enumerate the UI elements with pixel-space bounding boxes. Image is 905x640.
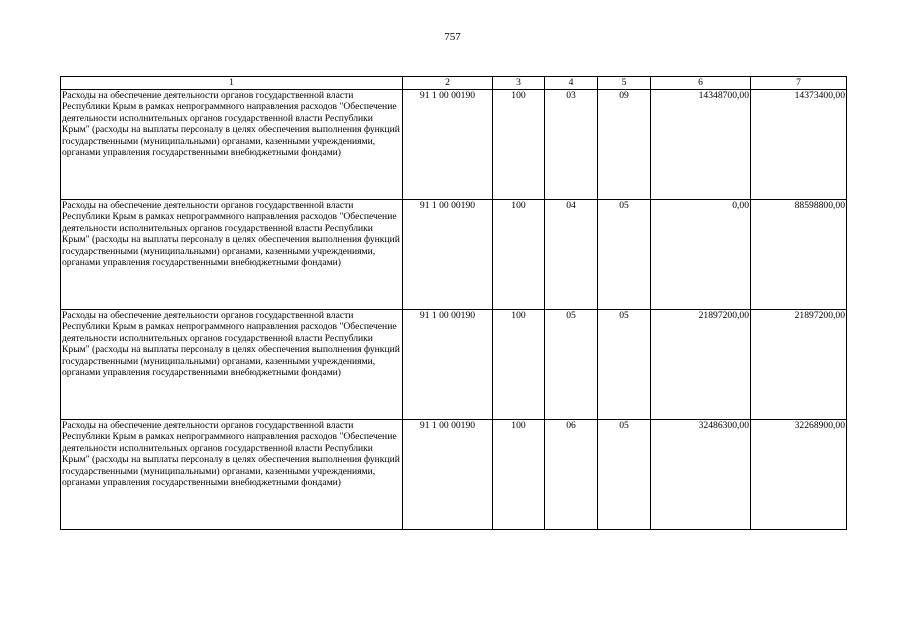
header-col-6: 6 xyxy=(651,77,751,90)
row-description: Расходы на обеспечение деятельности органов государственной власти Республики Крым в рамках непрограммного направления расходов "Обеспечение деятельности исполнительных органов государственной власти Республики Крым" (расходы на выплаты персоналу в целях обеспечения выполнения функций государственными (муниципальными) органами, казенными учреждениями, органами управления государственными внебюджетными фондами) xyxy=(61,200,403,310)
table-row xyxy=(61,420,847,530)
header-col-2: 2 xyxy=(403,77,493,90)
row-subsection: 09 xyxy=(598,90,651,200)
table-row xyxy=(61,90,847,200)
row-expense-type: 100 xyxy=(493,200,545,310)
header-col-7: 7 xyxy=(751,77,847,90)
row-expense-type: 100 xyxy=(493,90,545,200)
row-target-code: 91 1 00 00190 xyxy=(403,420,493,530)
table-row xyxy=(61,200,847,310)
table-row xyxy=(61,310,847,420)
page-number: 757 xyxy=(444,31,461,43)
row-amount-col6: 32486300,00 xyxy=(651,420,751,530)
row-amount-col6: 0,00 xyxy=(651,200,751,310)
row-amount-col7: 14373400,00 xyxy=(751,90,847,200)
row-subsection: 05 xyxy=(598,420,651,530)
row-subsection: 05 xyxy=(598,310,651,420)
row-amount-col6: 21897200,00 xyxy=(651,310,751,420)
row-section: 03 xyxy=(545,90,598,200)
header-col-5: 5 xyxy=(598,77,651,90)
header-col-1: 1 xyxy=(61,77,403,90)
row-section: 04 xyxy=(545,200,598,310)
row-target-code: 91 1 00 00190 xyxy=(403,200,493,310)
budget-table xyxy=(60,76,847,530)
header-col-4: 4 xyxy=(545,77,598,90)
row-amount-col7: 21897200,00 xyxy=(751,310,847,420)
row-description: Расходы на обеспечение деятельности органов государственной власти Республики Крым в рамках непрограммного направления расходов "Обеспечение деятельности исполнительных органов государственной власти Республики Крым" (расходы на выплаты персоналу в целях обеспечения выполнения функций государственными (муниципальными) органами, казенными учреждениями, органами управления государственными внебюджетными фондами) xyxy=(61,420,403,530)
row-expense-type: 100 xyxy=(493,310,545,420)
row-description: Расходы на обеспечение деятельности органов государственной власти Республики Крым в рамках непрограммного направления расходов "Обеспечение деятельности исполнительных органов государственной власти Республики Крым" (расходы на выплаты персоналу в целях обеспечения выполнения функций государственными (муниципальными) органами, казенными учреждениями, органами управления государственными внебюджетными фондами) xyxy=(61,90,403,200)
row-section: 06 xyxy=(545,420,598,530)
header-row xyxy=(61,77,847,90)
row-expense-type: 100 xyxy=(493,420,545,530)
row-amount-col6: 14348700,00 xyxy=(651,90,751,200)
row-description: Расходы на обеспечение деятельности органов государственной власти Республики Крым в рамках непрограммного направления расходов "Обеспечение деятельности исполнительных органов государственной власти Республики Крым" (расходы на выплаты персоналу в целях обеспечения выполнения функций государственными (муниципальными) органами, казенными учреждениями, органами управления государственными внебюджетными фондами) xyxy=(61,310,403,420)
row-target-code: 91 1 00 00190 xyxy=(403,310,493,420)
row-amount-col7: 32268900,00 xyxy=(751,420,847,530)
row-target-code: 91 1 00 00190 xyxy=(403,90,493,200)
header-col-3: 3 xyxy=(493,77,545,90)
row-subsection: 05 xyxy=(598,200,651,310)
row-section: 05 xyxy=(545,310,598,420)
row-amount-col7: 88598800,00 xyxy=(751,200,847,310)
